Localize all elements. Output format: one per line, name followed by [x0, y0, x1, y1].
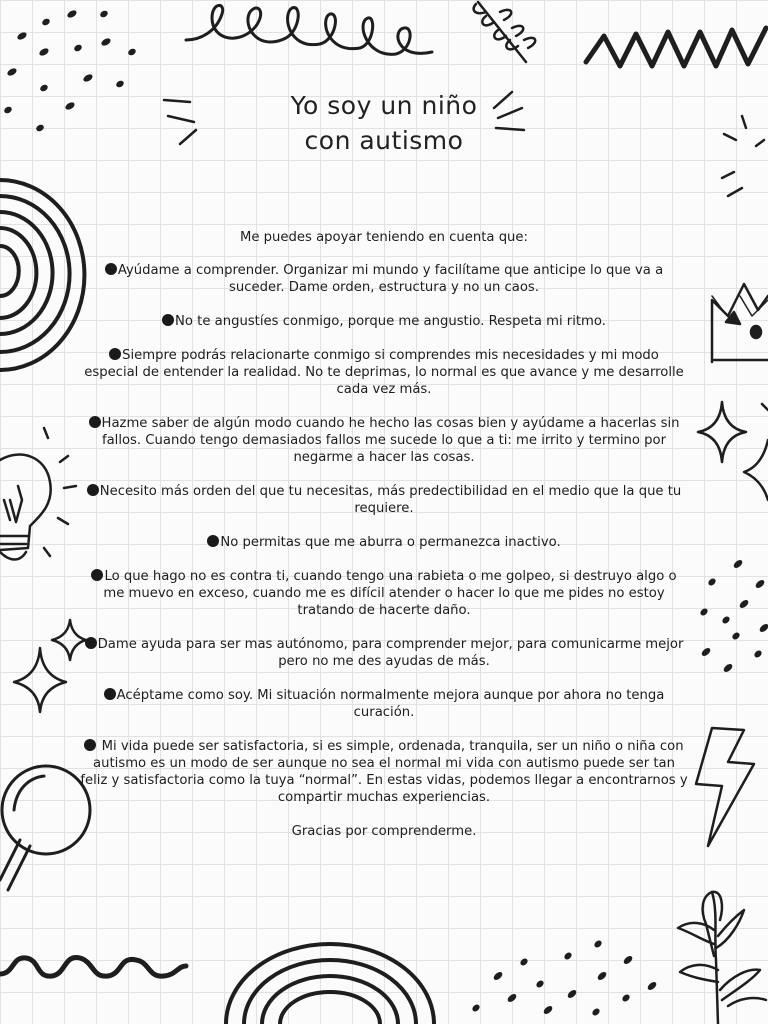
list-item: Necesito más orden del que tu necesitas, más predectibilidad en el medio que la que tu requiere. — [80, 483, 688, 517]
bullet-icon — [109, 348, 121, 360]
bullet-icon — [207, 535, 219, 547]
bullet-icon — [89, 416, 101, 428]
bullet-icon — [105, 263, 117, 275]
sparkle-icon — [14, 620, 86, 712]
bullet-icon — [104, 688, 116, 700]
crown-doodle — [712, 284, 768, 362]
lightbulb-icon — [0, 428, 76, 560]
dot-pattern-top-left — [3, 9, 137, 133]
title-line-2: con autismo — [304, 126, 464, 155]
zigzag-doodle — [586, 28, 766, 66]
title-line-1: Yo soy un niño — [290, 91, 478, 120]
list-item: Mi vida puede ser satisfactoria, si es simple, ordenada, tranquila, ser un niño o niña con autismo es un modo de ser aunque no sea el normal mi vida con autismo puede ser tan feliz y satisfactoria como la tuya “normal”. En estas vidas, podemos llegar a encontrarnos y compartir muchas experiencias. — [80, 739, 688, 805]
dot-pattern-bottom — [471, 939, 658, 1017]
rainbow-arc-doodle — [0, 180, 84, 370]
magnifier-icon — [0, 766, 90, 890]
bullet-icon — [162, 314, 174, 326]
dot-pattern-right — [699, 558, 768, 673]
plant-doodle — [678, 892, 766, 1024]
bullet-icon — [91, 569, 103, 581]
loops-doodle — [186, 5, 432, 54]
intro-text: Me puedes apoyar teniendo en cuenta que: — [240, 230, 528, 245]
list-item: Ayúdame a comprender. Organizar mi mundo y facilítame que anticipe lo que va a suceder. Dame orden, estructura y no un caos. — [80, 262, 688, 296]
list-item: No permitas que me aburra o permanezca inactivo. — [80, 534, 688, 551]
bullet-icon — [85, 637, 97, 649]
closing-text: Gracias por comprenderme. — [291, 824, 477, 839]
rainbow-arc-doodle — [226, 944, 434, 1024]
list-item: Acéptame como soy. Mi situación normalmente mejora aunque por ahora no tenga curación. — [80, 687, 688, 721]
sparkle-icon — [698, 402, 768, 500]
bullet-icon — [87, 484, 99, 496]
list-item: Siempre podrás relacionarte conmigo si comprendes mis necesidades y mi modo especial de entender la realidad. No te deprimas, lo normal es que avance y me desarrolle cada vez más. — [84, 348, 684, 397]
burst-lines — [722, 116, 764, 196]
list-item: Hazme saber de algún modo cuando he hecho las cosas bien y ayúdame a hacerlas sin fallos. Cuando tengo demasiados fallos me sucede lo que a ti: me irrito y termino por negarme a hacer las cosas. — [80, 415, 688, 466]
bullet-icon — [84, 739, 96, 751]
list-item: No te angustíes conmigo, porque me angustio. Respeta mi ritmo. — [80, 313, 688, 330]
list-item: Lo que hago no es contra ti, cuando tengo una rabieta o me golpeo, si destruyo algo o me muevo en exceso, cuando me es difícil atender o hacer lo que me pides no estoy tratando de hacerte daño. — [80, 568, 688, 619]
main-text — [80, 229, 688, 857]
leaf-sprig-doodle — [474, 2, 536, 62]
wave-doodle — [0, 957, 186, 976]
page-title — [184, 88, 584, 158]
list-item: Dame ayuda para ser mas autónomo, para comprender mejor, para comunicarme mejor pero no me des ayudas de más. — [80, 636, 688, 670]
lightning-bolt-icon — [696, 728, 754, 846]
